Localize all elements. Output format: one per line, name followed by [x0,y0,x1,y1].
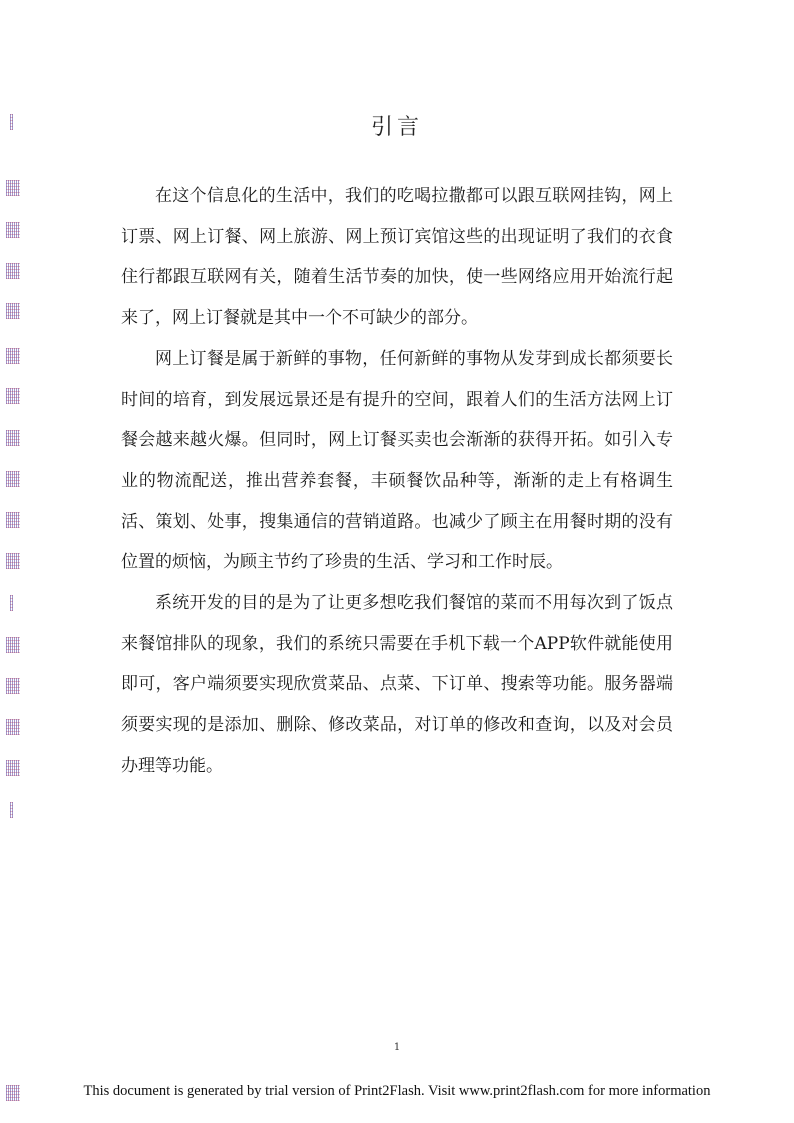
margin-mark [6,348,20,364]
trial-footer: This document is generated by trial version of Print2Flash. Visit www.print2flash.com for more information [83,1083,711,1099]
margin-mark [6,719,20,735]
margin-mark [6,263,20,279]
margin-mark [10,802,13,818]
paragraph: 在这个信息化的生活中，我们的吃喝拉撒都可以跟互联网挂钩，网上订票、网上订餐、网上旅游、网上预订宾馆这些的出现证明了我们的衣食住行都跟互联网有关，随着生活节奏的加快，使一些网络应用开始流行起来了，网上订餐就是其中一个不可缺少的部分。 [121,186,673,329]
margin-mark [6,678,20,694]
margin-mark [6,760,20,776]
margin-mark [6,637,20,653]
page-number: 1 [393,1042,401,1053]
margin-mark [6,222,20,238]
body-text [121,176,673,787]
margin-mark [6,471,20,487]
margin-mark [6,512,20,528]
margin-mark [6,430,20,446]
margin-mark [10,595,13,611]
page-title: 引言 [370,115,423,140]
margin-mark [6,180,20,196]
margin-artifacts [2,0,22,1123]
margin-mark [6,388,20,404]
margin-mark [6,303,20,319]
margin-mark [6,553,20,569]
paragraph: 系统开发的目的是为了让更多想吃我们餐馆的菜而不用每次到了饭点来餐馆排队的现象，我们的系统只需要在手机下载一个APP软件就能使用即可，客户端须要实现欣赏菜品、点菜、下订单、搜索等功能。服务器端须要实现的是添加、删除、修改菜品，对订单的修改和查询，以及对会员办理等功能。 [121,593,673,776]
paragraph: 网上订餐是属于新鲜的事物，任何新鲜的事物从发芽到成长都须要长时间的培育，到发展远景还是有提升的空间，跟着人们的生活方法网上订餐会越来越火爆。但同时，网上订餐买卖也会渐渐的获得开拓。如引入专业的物流配送，推出营养套餐，丰硕餐饮品种等，渐渐的走上有格调生活、策划、处事，搜集通信的营销道路。也减少了顾主在用餐时期的没有位置的烦恼，为顾主节约了珍贵的生活、学习和工作时辰。 [121,348,673,573]
